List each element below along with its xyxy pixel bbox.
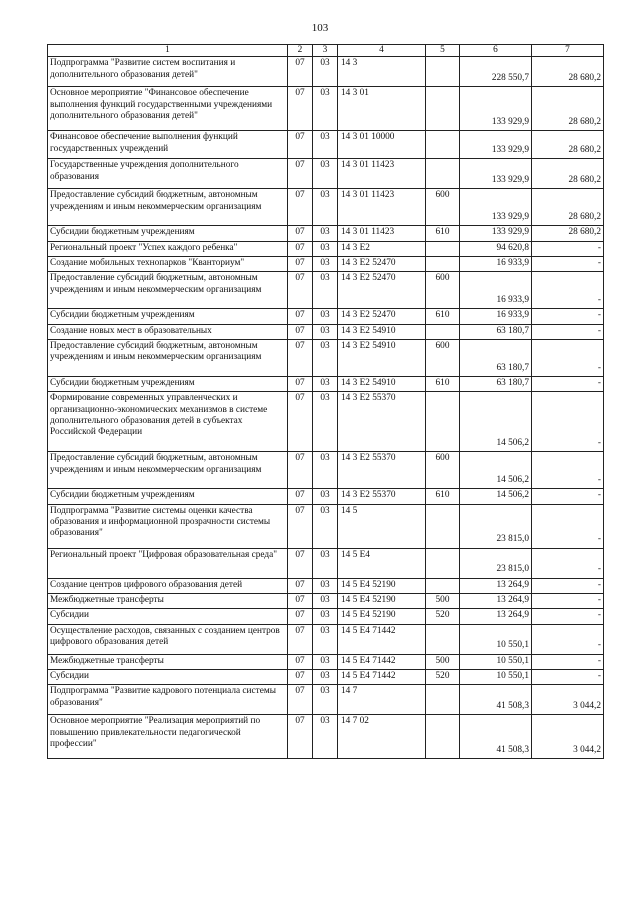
target-article-code: 14 5 E4 71442 — [338, 624, 426, 654]
amount-col7: - — [532, 339, 604, 376]
expense-type-code: 600 — [426, 272, 460, 309]
target-article-code: 14 3 E2 54910 — [338, 339, 426, 376]
amount-col7: - — [532, 548, 604, 578]
expense-type-code — [426, 504, 460, 548]
amount-col7: 28 680,2 — [532, 57, 604, 87]
amount-col7: - — [532, 309, 604, 324]
section-code: 07 — [288, 489, 313, 504]
amount-col7: - — [532, 272, 604, 309]
table-row — [48, 87, 604, 131]
section-code: 07 — [288, 159, 313, 189]
expense-type-code — [426, 159, 460, 189]
target-article-code: 14 3 01 — [338, 87, 426, 131]
expense-type-code: 610 — [426, 309, 460, 324]
expense-type-code — [426, 548, 460, 578]
subsection-code: 03 — [313, 504, 338, 548]
expense-type-code — [426, 685, 460, 715]
amount-col7: - — [532, 376, 604, 391]
column-header: 3 — [313, 45, 338, 57]
row-name: Предоставление субсидий бюджетным, автономным учреждениям и иным некоммерческим организациям — [48, 339, 288, 376]
section-code: 07 — [288, 57, 313, 87]
expense-type-code — [426, 131, 460, 159]
amount-col6: 10 550,1 — [460, 624, 532, 654]
amount-col7: - — [532, 504, 604, 548]
expense-type-code — [426, 324, 460, 339]
section-code: 07 — [288, 309, 313, 324]
amount-col6: 23 815,0 — [460, 504, 532, 548]
subsection-code: 03 — [313, 593, 338, 608]
column-header: 4 — [338, 45, 426, 57]
row-name: Создание мобильных технопарков "Кванториум" — [48, 256, 288, 271]
target-article-code: 14 5 E4 71442 — [338, 654, 426, 669]
expense-type-code — [426, 57, 460, 87]
amount-col6: 16 933,9 — [460, 272, 532, 309]
target-article-code: 14 5 E4 52190 — [338, 578, 426, 593]
table-row — [48, 226, 604, 241]
amount-col6: 133 929,9 — [460, 226, 532, 241]
target-article-code: 14 3 01 11423 — [338, 226, 426, 241]
table-row — [48, 504, 604, 548]
row-name: Субсидии бюджетным учреждениям — [48, 489, 288, 504]
row-name: Формирование современных управленческих и организационно-экономических механизмов в системе дополнительного образования детей в субъектах Российской Федерации — [48, 392, 288, 452]
amount-col6: 14 506,2 — [460, 392, 532, 452]
amount-col6: 133 929,9 — [460, 189, 532, 226]
expense-type-code — [426, 624, 460, 654]
table-row — [48, 339, 604, 376]
section-code: 07 — [288, 609, 313, 624]
expense-type-code — [426, 241, 460, 256]
row-name: Региональный проект "Цифровая образовательная среда" — [48, 548, 288, 578]
subsection-code: 03 — [313, 578, 338, 593]
amount-col7: - — [532, 578, 604, 593]
row-name: Субсидии бюджетным учреждениям — [48, 376, 288, 391]
amount-col7: - — [532, 452, 604, 489]
subsection-code: 03 — [313, 654, 338, 669]
row-name: Основное мероприятие "Реализация мероприятий по повышению привлекательности педагогической профессии" — [48, 715, 288, 759]
amount-col7: - — [532, 593, 604, 608]
amount-col7: - — [532, 241, 604, 256]
section-code: 07 — [288, 376, 313, 391]
target-article-code: 14 3 E2 54910 — [338, 376, 426, 391]
expense-type-code: 610 — [426, 376, 460, 391]
table-row — [48, 159, 604, 189]
subsection-code: 03 — [313, 324, 338, 339]
target-article-code: 14 3 E2 — [338, 241, 426, 256]
expense-type-code — [426, 715, 460, 759]
expense-type-code: 500 — [426, 654, 460, 669]
target-article-code: 14 3 E2 55370 — [338, 452, 426, 489]
amount-col6: 14 506,2 — [460, 452, 532, 489]
section-code: 07 — [288, 578, 313, 593]
table-row — [48, 392, 604, 452]
subsection-code: 03 — [313, 159, 338, 189]
amount-col7: 3 044,2 — [532, 685, 604, 715]
column-header: 2 — [288, 45, 313, 57]
expense-type-code — [426, 578, 460, 593]
row-name: Предоставление субсидий бюджетным, автономным учреждениям и иным некоммерческим организациям — [48, 189, 288, 226]
subsection-code: 03 — [313, 309, 338, 324]
subsection-code: 03 — [313, 226, 338, 241]
target-article-code: 14 7 02 — [338, 715, 426, 759]
table-row — [48, 609, 604, 624]
section-code: 07 — [288, 226, 313, 241]
amount-col6: 16 933,9 — [460, 309, 532, 324]
target-article-code: 14 3 E2 55370 — [338, 489, 426, 504]
amount-col6: 16 933,9 — [460, 256, 532, 271]
amount-col7: 28 680,2 — [532, 159, 604, 189]
expense-type-code — [426, 256, 460, 271]
amount-col6: 10 550,1 — [460, 669, 532, 684]
amount-col7: - — [532, 489, 604, 504]
amount-col7: - — [532, 654, 604, 669]
table-row — [48, 131, 604, 159]
target-article-code: 14 5 — [338, 504, 426, 548]
section-code: 07 — [288, 339, 313, 376]
amount-col7: 3 044,2 — [532, 715, 604, 759]
section-code: 07 — [288, 504, 313, 548]
subsection-code: 03 — [313, 256, 338, 271]
subsection-code: 03 — [313, 376, 338, 391]
table-row — [48, 593, 604, 608]
row-name: Предоставление субсидий бюджетным, автономным учреждениям и иным некоммерческим организациям — [48, 272, 288, 309]
amount-col6: 13 264,9 — [460, 593, 532, 608]
section-code: 07 — [288, 452, 313, 489]
row-name: Основное мероприятие "Финансовое обеспечение выполнения функций государственными учреждениями дополнительного образования детей" — [48, 87, 288, 131]
row-name: Финансовое обеспечение выполнения функций государственных учреждений — [48, 131, 288, 159]
section-code: 07 — [288, 256, 313, 271]
target-article-code: 14 3 — [338, 57, 426, 87]
section-code: 07 — [288, 654, 313, 669]
table-row — [48, 685, 604, 715]
amount-col7: 28 680,2 — [532, 189, 604, 226]
table-row — [48, 452, 604, 489]
page-number: 103 — [311, 22, 329, 34]
row-name: Субсидии — [48, 669, 288, 684]
section-code: 07 — [288, 593, 313, 608]
row-name: Региональный проект "Успех каждого ребенка" — [48, 241, 288, 256]
section-code: 07 — [288, 624, 313, 654]
column-header: 6 — [460, 45, 532, 57]
table-row — [48, 624, 604, 654]
section-code: 07 — [288, 548, 313, 578]
table-row — [48, 715, 604, 759]
target-article-code: 14 5 E4 71442 — [338, 669, 426, 684]
target-article-code: 14 3 E2 52470 — [338, 272, 426, 309]
amount-col6: 133 929,9 — [460, 131, 532, 159]
subsection-code: 03 — [313, 272, 338, 309]
column-header: 7 — [532, 45, 604, 57]
row-name: Создание новых мест в образовательных — [48, 324, 288, 339]
table-row — [48, 654, 604, 669]
target-article-code: 14 5 E4 — [338, 548, 426, 578]
section-code: 07 — [288, 87, 313, 131]
amount-col6: 13 264,9 — [460, 578, 532, 593]
table-row — [48, 578, 604, 593]
subsection-code: 03 — [313, 452, 338, 489]
amount-col6: 13 264,9 — [460, 609, 532, 624]
section-code: 07 — [288, 324, 313, 339]
subsection-code: 03 — [313, 87, 338, 131]
amount-col6: 133 929,9 — [460, 159, 532, 189]
subsection-code: 03 — [313, 548, 338, 578]
column-header: 1 — [48, 45, 288, 57]
target-article-code: 14 5 E4 52190 — [338, 593, 426, 608]
table-row — [48, 489, 604, 504]
subsection-code: 03 — [313, 489, 338, 504]
expense-type-code: 600 — [426, 189, 460, 226]
amount-col6: 14 506,2 — [460, 489, 532, 504]
amount-col7: - — [532, 624, 604, 654]
table-row — [48, 256, 604, 271]
target-article-code: 14 7 — [338, 685, 426, 715]
target-article-code: 14 3 E2 55370 — [338, 392, 426, 452]
row-name: Предоставление субсидий бюджетным, автономным учреждениям и иным некоммерческим организациям — [48, 452, 288, 489]
table-body — [48, 57, 604, 759]
row-name: Субсидии бюджетным учреждениям — [48, 226, 288, 241]
subsection-code: 03 — [313, 131, 338, 159]
amount-col7: 28 680,2 — [532, 87, 604, 131]
row-name: Субсидии — [48, 609, 288, 624]
amount-col6: 41 508,3 — [460, 685, 532, 715]
target-article-code: 14 3 E2 54910 — [338, 324, 426, 339]
expense-type-code — [426, 392, 460, 452]
amount-col7: - — [532, 392, 604, 452]
table-row — [48, 241, 604, 256]
row-name: Подпрограмма "Развитие системы оценки качества образования и информационной прозрачности системы образования" — [48, 504, 288, 548]
budget-table — [47, 44, 604, 759]
amount-col6: 63 180,7 — [460, 339, 532, 376]
target-article-code: 14 3 E2 52470 — [338, 256, 426, 271]
row-name: Государственные учреждения дополнительного образования — [48, 159, 288, 189]
table-row — [48, 548, 604, 578]
section-code: 07 — [288, 715, 313, 759]
subsection-code: 03 — [313, 624, 338, 654]
section-code: 07 — [288, 669, 313, 684]
amount-col6: 94 620,8 — [460, 241, 532, 256]
target-article-code: 14 3 E2 52470 — [338, 309, 426, 324]
target-article-code: 14 3 01 10000 — [338, 131, 426, 159]
subsection-code: 03 — [313, 669, 338, 684]
expense-type-code: 610 — [426, 489, 460, 504]
row-name: Осуществление расходов, связанных с созданием центров цифрового образования детей — [48, 624, 288, 654]
subsection-code: 03 — [313, 609, 338, 624]
column-header: 5 — [426, 45, 460, 57]
table-row — [48, 669, 604, 684]
amount-col6: 23 815,0 — [460, 548, 532, 578]
table-row — [48, 324, 604, 339]
subsection-code: 03 — [313, 189, 338, 226]
expense-type-code: 500 — [426, 593, 460, 608]
amount-col7: - — [532, 324, 604, 339]
section-code: 07 — [288, 685, 313, 715]
subsection-code: 03 — [313, 241, 338, 256]
table-row — [48, 272, 604, 309]
table-row — [48, 376, 604, 391]
table-row — [48, 309, 604, 324]
amount-col7: 28 680,2 — [532, 131, 604, 159]
target-article-code: 14 3 01 11423 — [338, 159, 426, 189]
section-code: 07 — [288, 189, 313, 226]
amount-col6: 63 180,7 — [460, 376, 532, 391]
subsection-code: 03 — [313, 685, 338, 715]
amount-col7: - — [532, 609, 604, 624]
expense-type-code: 600 — [426, 452, 460, 489]
target-article-code: 14 5 E4 52190 — [338, 609, 426, 624]
row-name: Межбюджетные трансферты — [48, 593, 288, 608]
row-name: Подпрограмма "Развитие систем воспитания и дополнительного образования детей" — [48, 57, 288, 87]
table-row — [48, 57, 604, 87]
amount-col7: 28 680,2 — [532, 226, 604, 241]
row-name: Субсидии бюджетным учреждениям — [48, 309, 288, 324]
row-name: Межбюджетные трансферты — [48, 654, 288, 669]
expense-type-code: 520 — [426, 669, 460, 684]
amount-col6: 228 550,7 — [460, 57, 532, 87]
target-article-code: 14 3 01 11423 — [338, 189, 426, 226]
amount-col6: 41 508,3 — [460, 715, 532, 759]
amount-col6: 10 550,1 — [460, 654, 532, 669]
subsection-code: 03 — [313, 339, 338, 376]
row-name: Создание центров цифрового образования детей — [48, 578, 288, 593]
subsection-code: 03 — [313, 715, 338, 759]
section-code: 07 — [288, 131, 313, 159]
amount-col6: 63 180,7 — [460, 324, 532, 339]
expense-type-code: 610 — [426, 226, 460, 241]
subsection-code: 03 — [313, 57, 338, 87]
section-code: 07 — [288, 392, 313, 452]
table-row — [48, 189, 604, 226]
expense-type-code — [426, 87, 460, 131]
expense-type-code: 520 — [426, 609, 460, 624]
subsection-code: 03 — [313, 392, 338, 452]
amount-col7: - — [532, 669, 604, 684]
section-code: 07 — [288, 272, 313, 309]
row-name: Подпрограмма "Развитие кадрового потенциала системы образования" — [48, 685, 288, 715]
header-row — [48, 45, 604, 57]
section-code: 07 — [288, 241, 313, 256]
amount-col6: 133 929,9 — [460, 87, 532, 131]
expense-type-code: 600 — [426, 339, 460, 376]
amount-col7: - — [532, 256, 604, 271]
